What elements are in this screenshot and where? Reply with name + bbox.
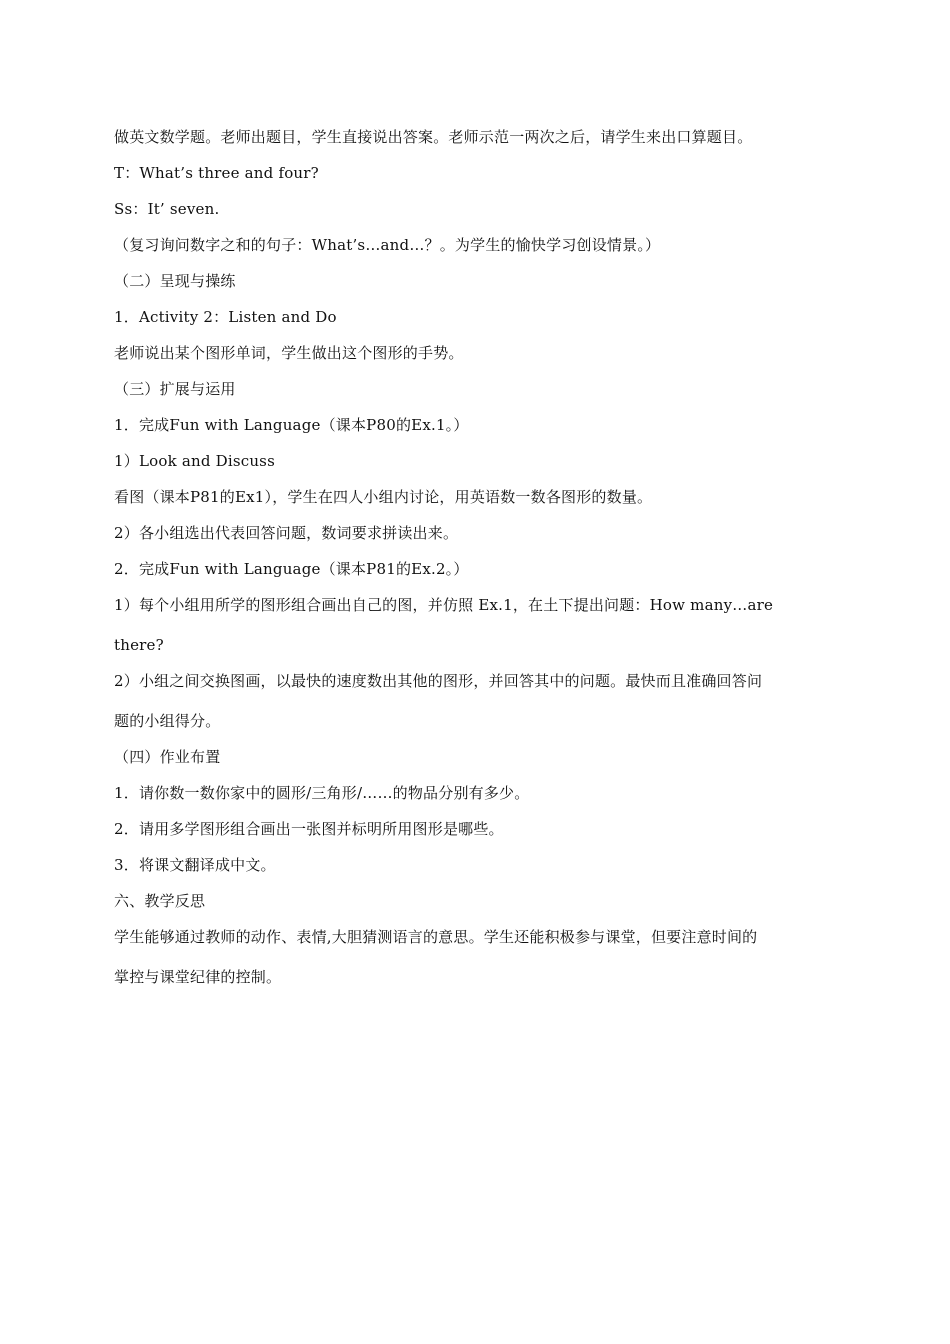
text-line: 题的小组得分。	[114, 712, 221, 730]
text-line: 看图（课本P81的Ex1），学生在四人小组内讨论，用英语数一数各图形的数量。	[114, 488, 653, 506]
text-line: 1．Activity 2：Listen and Do	[114, 308, 337, 326]
text-line: 2）各小组选出代表回答问题，数词要求拼读出来。	[114, 524, 459, 542]
text-line: 2．完成Fun with Language（课本P81的Ex.2。）	[114, 560, 469, 578]
text-line: 老师说出某个图形单词，学生做出这个图形的手势。	[114, 344, 464, 362]
text-line: 1）Look and Discuss	[114, 452, 275, 470]
text-line: （复习询问数字之和的句子：What’s…and…？。为学生的愉快学习创设情景。）	[114, 236, 661, 254]
text-line: 做英文数学题。老师出题目，学生直接说出答案。老师示范一两次之后，请学生来出口算题目。	[114, 128, 753, 146]
text-line: there?	[114, 636, 164, 654]
text-line: 1）每个小组用所学的图形组合画出自己的图，并仿照 Ex.1，在土下提出问题：How many…are	[114, 596, 774, 614]
section-heading: （四）作业布置	[114, 748, 221, 766]
text-line: 1．完成Fun with Language（课本P80的Ex.1。）	[114, 416, 469, 434]
text-line: T：What’s three and four?	[114, 164, 319, 182]
text-line: 1．请你数一数你家中的圆形/三角形/……的物品分别有多少。	[114, 784, 530, 802]
section-heading: （二）呈现与操练	[114, 272, 236, 290]
text-line: Ss：It’ seven.	[114, 200, 220, 218]
text-line: 3．将课文翻译成中文。	[114, 856, 276, 874]
text-line: 2）小组之间交换图画，以最快的速度数出其他的图形，并回答其中的问题。最快而且准确回答问	[114, 672, 763, 690]
section-heading: （三）扩展与运用	[114, 380, 236, 398]
text-line: 2．请用多学图形组合画出一张图并标明所用图形是哪些。	[114, 820, 504, 838]
section-heading: 六、教学反思	[114, 892, 206, 910]
text-line: 掌控与课堂纪律的控制。	[114, 968, 282, 986]
text-line: 学生能够通过教师的动作、表情,大胆猜测语言的意思。学生还能积极参与课堂，但要注意时间的	[114, 928, 758, 946]
